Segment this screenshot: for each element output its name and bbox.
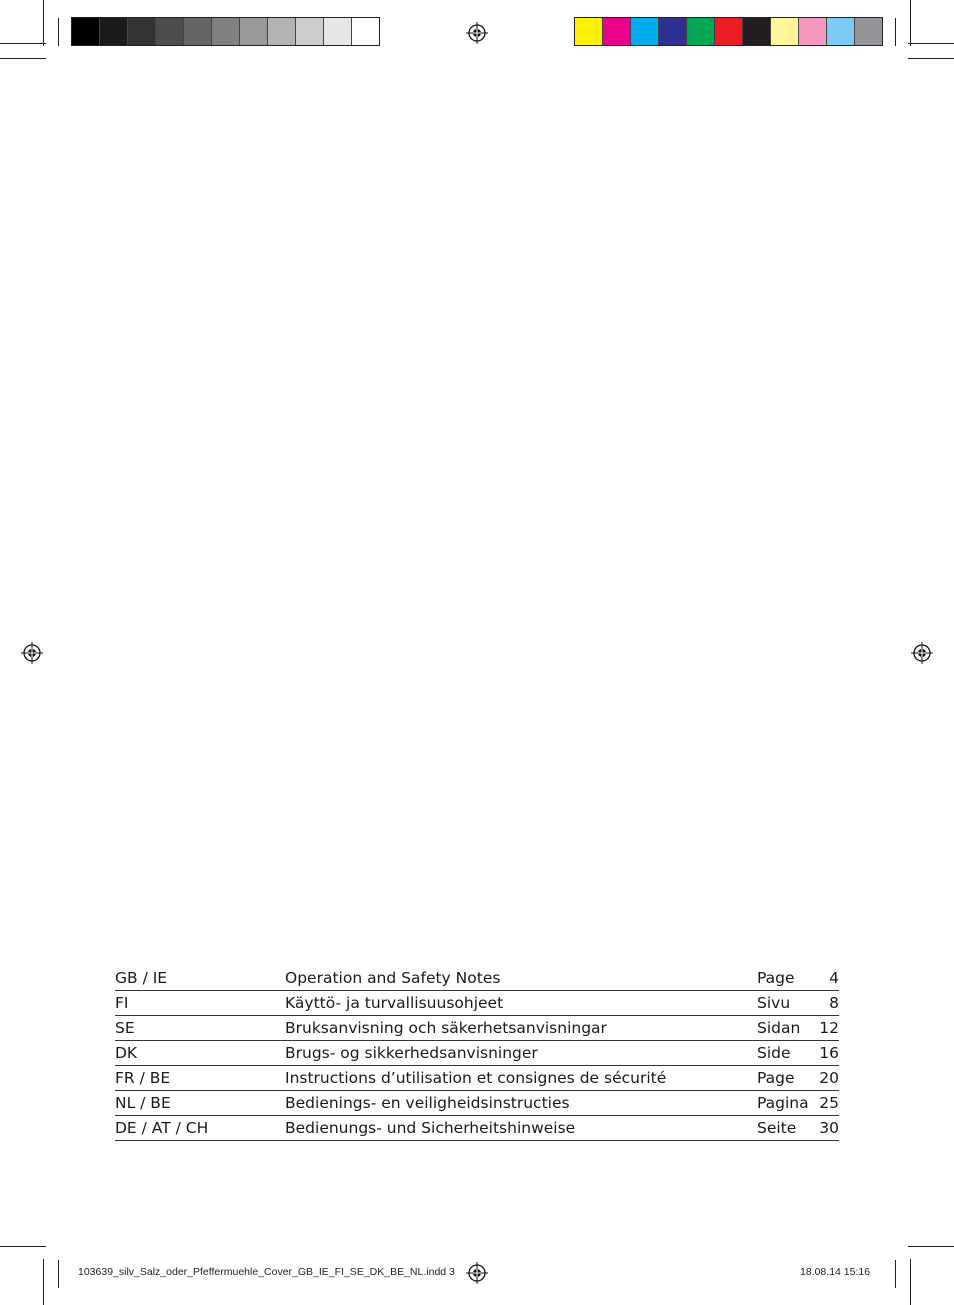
toc-title: Brugs- og sikkerhedsanvisninger: [285, 1044, 538, 1062]
gray-swatch: [184, 18, 212, 45]
toc-language: SE: [115, 1019, 135, 1037]
crop-mark: [910, 0, 911, 46]
gray-swatch: [128, 18, 156, 45]
color-swatch: [827, 18, 855, 45]
color-swatch: [799, 18, 827, 45]
gray-swatch: [268, 18, 296, 45]
color-swatch: [715, 18, 743, 45]
color-swatch: [687, 18, 715, 45]
registration-mark-icon: [466, 22, 488, 44]
color-swatch: [631, 18, 659, 45]
crop-mark: [908, 43, 954, 44]
crop-mark: [58, 18, 59, 46]
crop-mark: [58, 1260, 59, 1288]
language-table-of-contents: [115, 966, 839, 1141]
slug-filename: 103639_silv_Salz_oder_Pfeffermuehle_Cover_GB_IE_FI_SE_DK_BE_NL.indd 3: [78, 1266, 455, 1278]
toc-language: DE / AT / CH: [115, 1119, 209, 1137]
toc-title: Bedienings- en veiligheidsinstructies: [285, 1094, 570, 1112]
toc-language: GB / IE: [115, 969, 168, 987]
toc-page-label: Pagina: [757, 1094, 809, 1112]
gray-swatch: [72, 18, 100, 45]
crop-mark: [0, 43, 46, 44]
gray-swatch: [240, 18, 268, 45]
crop-mark: [0, 1246, 46, 1247]
color-swatch: [771, 18, 799, 45]
crop-mark: [908, 58, 954, 59]
toc-title: Käyttö- ja turvallisuusohjeet: [285, 994, 504, 1012]
toc-row[interactable]: [115, 991, 839, 1016]
toc-page-label: Page: [757, 969, 795, 987]
toc-row[interactable]: [115, 1016, 839, 1041]
registration-mark-icon: [466, 1262, 488, 1284]
color-swatch: [855, 18, 882, 45]
toc-page-number: 25: [819, 1094, 839, 1112]
crop-mark: [0, 58, 46, 59]
gray-swatch: [324, 18, 352, 45]
gray-swatch: [352, 18, 379, 45]
crop-mark: [43, 1259, 44, 1305]
toc-page-number: 30: [819, 1119, 839, 1137]
crop-mark: [910, 1259, 911, 1305]
toc-page-number: 16: [819, 1044, 839, 1062]
toc-title: Operation and Safety Notes: [285, 969, 501, 987]
gray-swatch: [212, 18, 240, 45]
toc-page-label: Sivu: [757, 994, 791, 1012]
crop-mark: [908, 1246, 954, 1247]
toc-page-number: 4: [829, 969, 839, 987]
toc-title: Bedienungs- und Sicherheitshinweise: [285, 1119, 576, 1137]
registration-mark-icon: [911, 642, 933, 664]
toc-title: Instructions d’utilisation et consignes de sécurité: [285, 1069, 667, 1087]
grayscale-color-bar: [71, 17, 380, 46]
toc-language: FR / BE: [115, 1069, 171, 1087]
registration-mark-icon: [21, 642, 43, 664]
crop-mark: [43, 0, 44, 46]
toc-language: NL / BE: [115, 1094, 171, 1112]
toc-page-label: Page: [757, 1069, 795, 1087]
crop-mark: [895, 1260, 896, 1288]
toc-row[interactable]: [115, 1041, 839, 1066]
gray-swatch: [296, 18, 324, 45]
toc-title: Bruksanvisning och säkerhetsanvisningar: [285, 1019, 607, 1037]
gray-swatch: [156, 18, 184, 45]
color-swatch: [603, 18, 631, 45]
slug-datetime: 18.08.14 15:16: [800, 1266, 871, 1278]
toc-row[interactable]: [115, 1091, 839, 1116]
toc-row[interactable]: [115, 966, 839, 991]
toc-row[interactable]: [115, 1116, 839, 1141]
toc-page-number: 12: [819, 1019, 839, 1037]
color-swatch: [575, 18, 603, 45]
gray-swatch: [100, 18, 128, 45]
color-swatch: [659, 18, 687, 45]
toc-row[interactable]: [115, 1066, 839, 1091]
process-color-bar: [574, 17, 883, 46]
toc-language: DK: [115, 1044, 138, 1062]
crop-mark: [895, 18, 896, 46]
toc-page-label: Seite: [757, 1119, 797, 1137]
toc-language: FI: [115, 994, 129, 1012]
color-swatch: [743, 18, 771, 45]
toc-page-label: Side: [757, 1044, 791, 1062]
toc-page-label: Sidan: [757, 1019, 801, 1037]
toc-page-number: 20: [819, 1069, 839, 1087]
toc-page-number: 8: [829, 994, 839, 1012]
